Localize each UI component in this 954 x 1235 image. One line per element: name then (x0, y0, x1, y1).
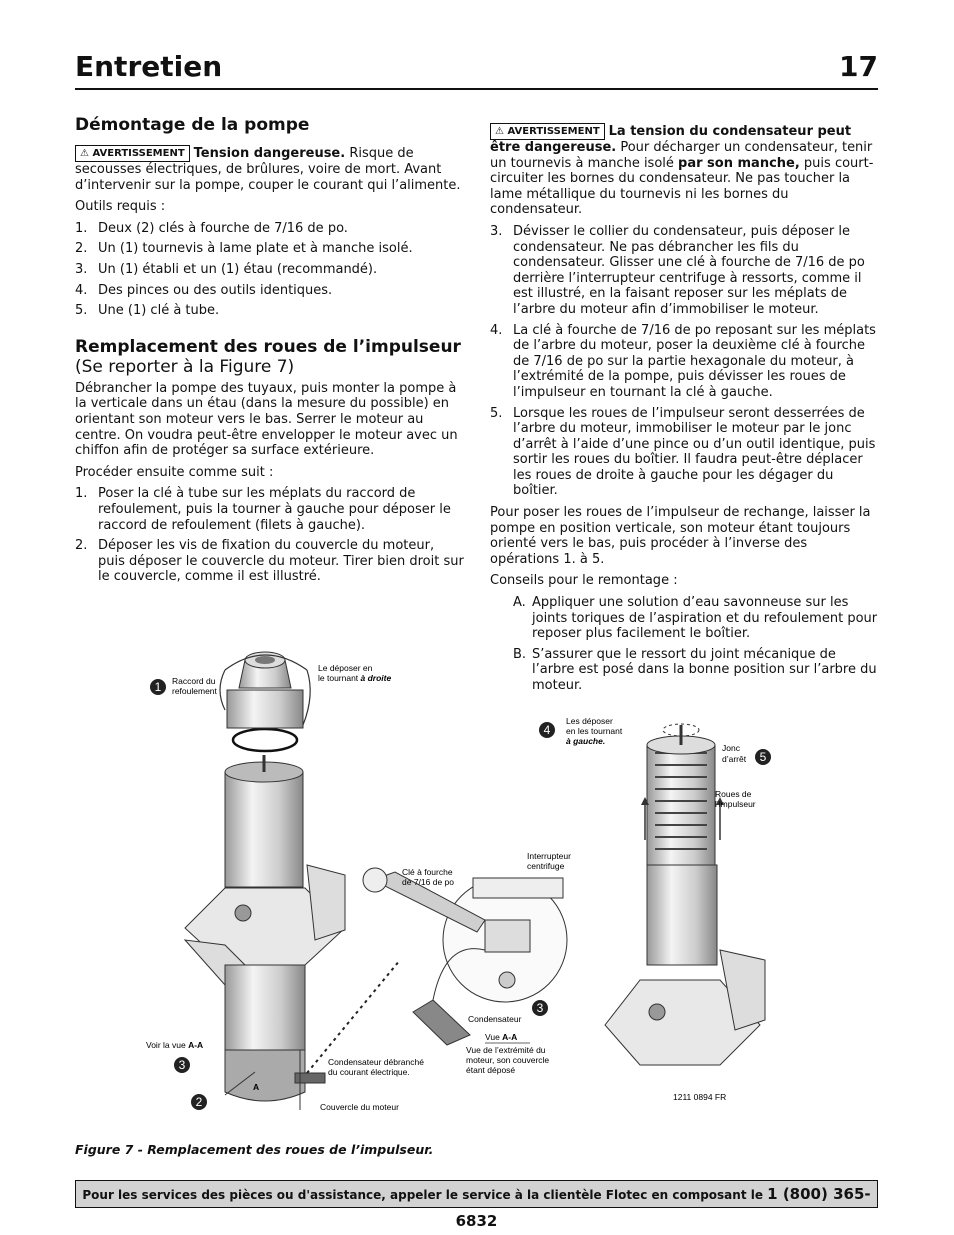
list-item: 5. Lorsque les roues de l’impulseur seront desserrées de l’arbre du moteur, immobiliser le moteur par le jonc d’arrêt à l’aide d’une pince ou d’un outil identique, puis sortir les roues du boîtier. Il faudra peut-être déplacer les roues de droite à gauche pour les dégager du boîtier. (490, 405, 876, 499)
label-interrupteur-1: Interrupteur (527, 851, 571, 861)
warning-triangle-icon: ⚠ (495, 126, 504, 137)
svg-text:3: 3 (178, 1058, 186, 1072)
page-title: Entretien (75, 50, 223, 83)
steps-list (75, 486, 465, 585)
figure-reference: 1211 0894 FR (673, 1092, 727, 1102)
label-deposer-gauche-3: à gauche. (566, 736, 606, 746)
svg-text:2: 2 (195, 1095, 203, 1109)
centrifugal-switch (485, 920, 530, 952)
label-roues-2: l’impulseur (715, 799, 756, 809)
svg-text:3: 3 (536, 1001, 544, 1015)
list-item: A. Appliquer une solution d’eau savonneuse sur les joints toriques de l’aspiration et du refoulement pour reposer plus facilement le boîtier. (513, 595, 878, 642)
callout-4 (539, 722, 555, 738)
heading-remplacement: Remplacement des roues de l’impulseur (Se reporter à la Figure 7) (75, 336, 461, 377)
warning-triangle-icon: ⚠ (80, 148, 89, 159)
warning-label: AVERTISSEMENT (92, 148, 185, 159)
svg-text:4: 4 (543, 723, 551, 737)
label-couvercle: Couvercle du moteur (320, 1102, 399, 1110)
label-roues-1: Roues de (715, 789, 752, 799)
label-cond-debranche-1: Condensateur débranché (328, 1057, 424, 1067)
label-deposer-droite-2: le tournant à droite (318, 673, 392, 683)
list-item: 4. Des pinces ou des outils identiques. (75, 282, 333, 298)
label-raccord-1: Raccord du (172, 676, 216, 686)
page-header (75, 50, 878, 90)
warning-badge (75, 145, 190, 162)
footer-text: Pour les services des pièces ou d'assistance, appeler le service à la clientèle Flotec en composant le (82, 1188, 768, 1202)
label-a: A (253, 1082, 260, 1092)
warning-paragraph (75, 145, 465, 193)
list-item: 2. Déposer les vis de fixation du couvercle du moteur, puis déposer le couvercle du moteur. Tirer bien droit sur le couvercle, comme il est illustré. (75, 538, 464, 585)
pump-housing (225, 772, 303, 887)
list-item: 5. Une (1) clé à tube. (75, 303, 220, 319)
list-item: 1. Deux (2) clés à fourche de 7/16 de po. (75, 220, 348, 236)
warning-text: Risque de secousses électriques, de brûlures, voire de mort. Avant d’intervenir sur la pompe, couper le courant qui l’alimente. (75, 146, 461, 193)
list-item: 3. Dévisser le collier du condensateur, puis déposer le condensateur. Ne pas débrancher les fils du condensateur. Glisser une clé à fourche de 7/16 de po derrière l’interrupteur centrifuge à ressorts, comme il est illustré, en la faisant reposer sur les méplats de l’arbre du moteur afin d’immobiliser le moteur. (490, 223, 865, 317)
list-item: 2. Un (1) tournevis à lame plate et à manche isolé. (75, 241, 413, 257)
list-item: 1. Poser la clé à tube sur les méplats du raccord de refoulement, puis la tourner à gauche pour déposer le raccord de refoulement (filets à gauche). (75, 486, 451, 533)
label-vue-aa: Vue A-A (485, 1032, 518, 1042)
label-condensateur: Condensateur (468, 1014, 522, 1024)
capacitor (413, 1000, 470, 1045)
o-ring (233, 729, 297, 751)
intro-paragraph: Débrancher la pompe des tuyaux, puis monter la pompe à la verticale dans un étau (dans la mesure du possible) en orientant son moteur vers le bas. Serrer le moteur au centre. On voudra peut-être envelopper le moteur avec un chiffon afin de protéger sa surface extérieure. (75, 380, 458, 459)
tools-intro: Outils requis : (75, 199, 166, 215)
label-voir-vue: Voir la vue A-A (146, 1040, 204, 1050)
warning-badge: ⚠ AVERTISSEMENT (490, 123, 605, 140)
label-cle-1: Clé à fourche (402, 867, 453, 877)
reassembly-paragraph: Pour poser les roues de l’impulseur de rechange, laisser la pompe en position verticale, son moteur étant toujours orienté vers le bas, puis procéder à l’inverse des opérations 1. à 5. (490, 505, 871, 567)
label-deposer-droite-1: Le déposer en (318, 663, 373, 673)
label-vue-desc-2: moteur, son couvercle (466, 1055, 550, 1065)
callout-2 (191, 1094, 207, 1110)
label-cond-debranche-2: du courant électrique. (328, 1067, 410, 1077)
left-column (75, 115, 465, 591)
label-interrupteur-2: centrifuge (527, 861, 565, 871)
discharge-fitting (227, 690, 303, 728)
view-aa-detail (363, 868, 567, 1045)
list-item: 3. Un (1) établi et un (1) étau (recommandé). (75, 261, 378, 277)
label-cle-2: de 7/16 de po (402, 877, 454, 887)
warning-bold: Tension dangereuse. (193, 146, 346, 161)
label-jonc-1: Jonc (722, 743, 740, 753)
list-item: B. S’assurer que le ressort du joint mécanique de l’arbre est posé dans la bonne position sur l’arbre du moteur. (513, 646, 877, 693)
label-raccord-2: refoulement (172, 686, 217, 696)
callout-3-right (532, 1000, 548, 1016)
figure-7-illustration (75, 640, 878, 1110)
impeller-stack (647, 745, 715, 865)
motor-cover (225, 1050, 305, 1101)
label-vue-desc-3: étant déposé (466, 1065, 516, 1075)
label-deposer-gauche-1: Les déposer (566, 716, 613, 726)
svg-text:1: 1 (154, 680, 162, 694)
page-number: 17 (839, 50, 878, 83)
callout-3-left (174, 1057, 190, 1073)
tools-list (75, 221, 465, 319)
list-item: 4. La clé à fourche de 7/16 de po reposant sur les méplats de l’arbre du moteur, poser la deuxième clé à fourche de 7/16 de po sur la partie hexagonale du moteur, à l’extrémité de la pompe, puis dévisser les roues de l’impulseur en tournant la clé à gauche. (490, 322, 876, 400)
right-column (490, 123, 880, 700)
heading-demontage: Démontage de la pompe (75, 115, 310, 135)
callout-5 (755, 749, 771, 765)
label-jonc-2: d’arrêt (722, 754, 747, 764)
procedure-intro: Procéder ensuite comme suit : (75, 464, 274, 480)
svg-text:5: 5 (759, 750, 767, 764)
figure-caption: Figure 7 - Remplacement des roues de l’impulseur. (75, 1142, 434, 1157)
label-deposer-gauche-2: en les tournant (566, 726, 623, 736)
label-vue-desc-1: Vue de l’extrémité du (466, 1045, 546, 1055)
steps-list-continued (490, 224, 880, 499)
capacitor-warning: ⚠ AVERTISSEMENT La tension du condensateur peut être dangereuse. Pour décharger un condensateur, tenir un tournevis à manche isolé par son manche, puis court-circuiter les bornes du condensateur. Ne pas toucher la lame métallique du tournevis ni les bornes du condensateur. (490, 124, 874, 218)
tips-intro: Conseils pour le remontage : (490, 573, 678, 589)
footer-phone: 1 (800) 365-6832 (455, 1185, 871, 1230)
right-pump-drawing (605, 724, 765, 1065)
callout-1 (150, 679, 166, 695)
footer-banner (75, 1180, 878, 1230)
